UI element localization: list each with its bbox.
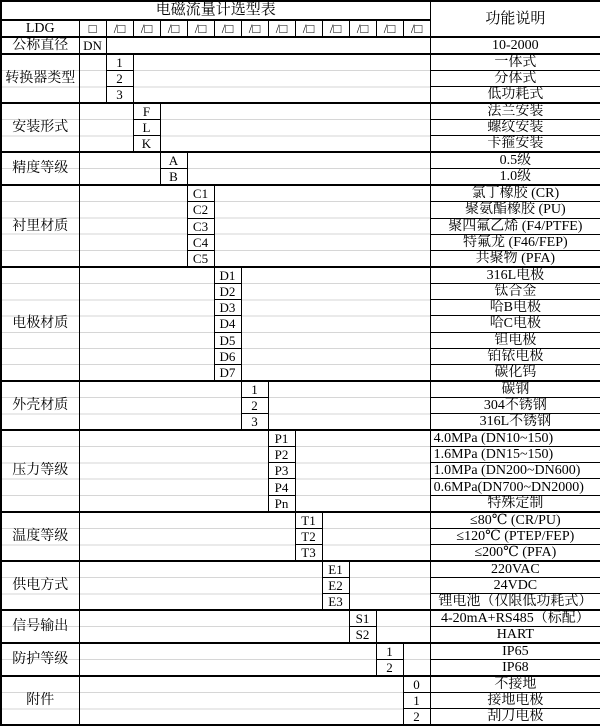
code-cell-electrode-material-D7: D7 bbox=[214, 364, 241, 381]
model-code-slot-3: /□ bbox=[133, 20, 160, 37]
desc-cell-power-supply-1: 24VDC bbox=[430, 577, 600, 593]
model-code-slot-1: □ bbox=[79, 20, 106, 37]
spacer-left-electrode-material bbox=[79, 267, 214, 381]
category-cell-accessories: 附件 bbox=[1, 676, 79, 725]
code-cell-installation-type-F: F bbox=[133, 103, 160, 120]
category-cell-accuracy-class: 精度等级 bbox=[1, 152, 79, 185]
code-cell-converter-type-2: 2 bbox=[106, 71, 133, 87]
code-cell-power-supply-E2: E2 bbox=[322, 577, 349, 593]
function-description-header: 功能说明 bbox=[430, 1, 600, 37]
spacer-left-liner-material bbox=[79, 185, 187, 267]
model-code-slot-9: /□ bbox=[295, 20, 322, 37]
desc-cell-temperature-rating-2: ≤200℃ (PFA) bbox=[430, 544, 600, 561]
desc-cell-protection-class-1: IP68 bbox=[430, 660, 600, 677]
spacer-right-protection-class bbox=[403, 643, 430, 676]
code-cell-power-supply-E3: E3 bbox=[322, 594, 349, 611]
spacer-left-installation-type bbox=[79, 103, 133, 152]
model-code-slot-4: /□ bbox=[160, 20, 187, 37]
code-cell-liner-material-C2: C2 bbox=[187, 202, 214, 218]
code-cell-converter-type-3: 3 bbox=[106, 87, 133, 104]
desc-cell-pressure-rating-0: 4.0MPa (DN10~150) bbox=[430, 430, 600, 447]
desc-cell-electrode-material-4: 钽电极 bbox=[430, 332, 600, 348]
code-cell-accuracy-class-A: A bbox=[160, 152, 187, 169]
code-cell-housing-material-3: 3 bbox=[241, 414, 268, 431]
desc-cell-accuracy-class-1: 1.0级 bbox=[430, 169, 600, 186]
desc-cell-electrode-material-6: 碳化钨 bbox=[430, 364, 600, 381]
category-cell-nominal-diameter: 公称直径 bbox=[1, 37, 79, 54]
category-cell-protection-class: 防护等级 bbox=[1, 643, 79, 676]
desc-cell-housing-material-1: 304不锈钢 bbox=[430, 397, 600, 413]
spacer-left-protection-class bbox=[79, 643, 376, 676]
desc-cell-accessories-2: 刮刀电极 bbox=[430, 709, 600, 726]
table-title: 电磁流量计选型表 bbox=[1, 1, 430, 20]
model-prefix-label: LDG bbox=[1, 20, 79, 37]
model-code-slot-13: /□ bbox=[403, 20, 430, 37]
model-code-slot-6: /□ bbox=[214, 20, 241, 37]
code-cell-pressure-rating-P4: P4 bbox=[268, 479, 295, 495]
desc-cell-power-supply-2: 锂电池（仅限低功耗式） bbox=[430, 594, 600, 611]
model-code-slot-12: /□ bbox=[376, 20, 403, 37]
code-cell-electrode-material-D3: D3 bbox=[214, 300, 241, 316]
desc-cell-power-supply-0: 220VAC bbox=[430, 561, 600, 578]
desc-cell-installation-type-1: 螺纹安装 bbox=[430, 120, 600, 136]
desc-cell-nominal-diameter-0: 10-2000 bbox=[430, 37, 600, 54]
code-cell-electrode-material-D5: D5 bbox=[214, 332, 241, 348]
code-cell-liner-material-C3: C3 bbox=[187, 218, 214, 234]
model-code-slot-11: /□ bbox=[349, 20, 376, 37]
category-cell-pressure-rating: 压力等级 bbox=[1, 430, 79, 512]
code-cell-pressure-rating-P3: P3 bbox=[268, 463, 295, 479]
desc-cell-signal-output-1: HART bbox=[430, 627, 600, 644]
desc-cell-temperature-rating-0: ≤80℃ (CR/PU) bbox=[430, 512, 600, 529]
code-cell-accessories-0: 0 bbox=[403, 676, 430, 693]
code-cell-electrode-material-D1: D1 bbox=[214, 267, 241, 284]
category-cell-electrode-material: 电极材质 bbox=[1, 267, 79, 381]
desc-cell-temperature-rating-1: ≤120℃ (PTEP/FEP) bbox=[430, 528, 600, 544]
spacer-left-accuracy-class bbox=[79, 152, 160, 185]
desc-cell-housing-material-2: 316L不锈钢 bbox=[430, 414, 600, 431]
spacer-right-power-supply bbox=[349, 561, 430, 610]
code-cell-liner-material-C1: C1 bbox=[187, 185, 214, 202]
code-cell-pressure-rating-P1: P1 bbox=[268, 430, 295, 447]
code-cell-accessories-1: 1 bbox=[403, 693, 430, 709]
desc-cell-converter-type-0: 一体式 bbox=[430, 54, 600, 71]
desc-cell-accuracy-class-0: 0.5级 bbox=[430, 152, 600, 169]
category-cell-liner-material: 衬里材质 bbox=[1, 185, 79, 267]
code-cell-installation-type-K: K bbox=[133, 136, 160, 153]
code-cell-liner-material-C4: C4 bbox=[187, 234, 214, 250]
code-cell-temperature-rating-T1: T1 bbox=[295, 512, 322, 529]
desc-cell-electrode-material-3: 哈C电极 bbox=[430, 316, 600, 332]
spacer-right-temperature-rating bbox=[322, 512, 430, 561]
spacer-left-signal-output bbox=[79, 610, 349, 643]
desc-cell-liner-material-3: 特氟龙 (F46/FEP) bbox=[430, 234, 600, 250]
category-cell-converter-type: 转换器类型 bbox=[1, 54, 79, 103]
spacer-right-pressure-rating bbox=[295, 430, 430, 512]
desc-cell-converter-type-1: 分体式 bbox=[430, 71, 600, 87]
code-cell-liner-material-C5: C5 bbox=[187, 250, 214, 267]
desc-cell-pressure-rating-4: 特殊定制 bbox=[430, 495, 600, 512]
spacer-right-installation-type bbox=[160, 103, 430, 152]
desc-cell-liner-material-2: 聚四氟乙烯 (F4/PTFE) bbox=[430, 218, 600, 234]
spacer-left-converter-type bbox=[79, 54, 106, 103]
desc-cell-electrode-material-0: 316L电极 bbox=[430, 267, 600, 284]
code-cell-nominal-diameter-DN: DN bbox=[79, 37, 106, 54]
code-cell-accessories-2: 2 bbox=[403, 709, 430, 726]
desc-cell-liner-material-4: 共聚物 (PFA) bbox=[430, 250, 600, 267]
desc-cell-protection-class-0: IP65 bbox=[430, 643, 600, 660]
desc-cell-converter-type-2: 低功耗式 bbox=[430, 87, 600, 104]
spacer-right-signal-output bbox=[376, 610, 430, 643]
spacer-right-liner-material bbox=[214, 185, 430, 267]
category-cell-installation-type: 安装形式 bbox=[1, 103, 79, 152]
spacer-left-temperature-rating bbox=[79, 512, 295, 561]
code-cell-housing-material-1: 1 bbox=[241, 381, 268, 398]
desc-cell-signal-output-0: 4-20mA+RS485（标配） bbox=[430, 610, 600, 627]
code-cell-temperature-rating-T2: T2 bbox=[295, 528, 322, 544]
model-code-slot-8: /□ bbox=[268, 20, 295, 37]
desc-cell-housing-material-0: 碳钢 bbox=[430, 381, 600, 398]
model-code-slot-10: /□ bbox=[322, 20, 349, 37]
code-cell-power-supply-E1: E1 bbox=[322, 561, 349, 578]
spacer-left-power-supply bbox=[79, 561, 322, 610]
code-cell-temperature-rating-T3: T3 bbox=[295, 544, 322, 561]
code-cell-installation-type-L: L bbox=[133, 120, 160, 136]
code-cell-electrode-material-D4: D4 bbox=[214, 316, 241, 332]
desc-cell-electrode-material-1: 钛合金 bbox=[430, 283, 600, 299]
category-cell-signal-output: 信号输出 bbox=[1, 610, 79, 643]
spacer-right-converter-type bbox=[133, 54, 430, 103]
code-cell-electrode-material-D6: D6 bbox=[214, 348, 241, 364]
desc-cell-electrode-material-5: 铂铱电极 bbox=[430, 348, 600, 364]
spacer-right-electrode-material bbox=[241, 267, 430, 381]
spacer-left-pressure-rating bbox=[79, 430, 268, 512]
desc-cell-liner-material-0: 氯丁橡胶 (CR) bbox=[430, 185, 600, 202]
desc-cell-installation-type-0: 法兰安装 bbox=[430, 103, 600, 120]
desc-cell-accessories-1: 接地电极 bbox=[430, 693, 600, 709]
spacer-left-housing-material bbox=[79, 381, 241, 430]
spacer-right-accuracy-class bbox=[187, 152, 430, 185]
code-cell-housing-material-2: 2 bbox=[241, 397, 268, 413]
spacer-right-housing-material bbox=[268, 381, 430, 430]
code-cell-signal-output-S2: S2 bbox=[349, 627, 376, 644]
model-code-slot-5: /□ bbox=[187, 20, 214, 37]
category-cell-temperature-rating: 温度等级 bbox=[1, 512, 79, 561]
desc-cell-pressure-rating-2: 1.0MPa (DN200~DN600) bbox=[430, 463, 600, 479]
desc-cell-accessories-0: 不接地 bbox=[430, 676, 600, 693]
code-cell-signal-output-S1: S1 bbox=[349, 610, 376, 627]
code-cell-pressure-rating-P2: P2 bbox=[268, 447, 295, 463]
desc-cell-installation-type-2: 卡箍安装 bbox=[430, 136, 600, 153]
category-cell-housing-material: 外壳材质 bbox=[1, 381, 79, 430]
spacer-right-nominal-diameter bbox=[106, 37, 430, 54]
code-cell-protection-class-1: 1 bbox=[376, 643, 403, 660]
code-cell-accuracy-class-B: B bbox=[160, 169, 187, 186]
code-cell-protection-class-2: 2 bbox=[376, 660, 403, 677]
model-code-slot-7: /□ bbox=[241, 20, 268, 37]
desc-cell-pressure-rating-1: 1.6MPa (DN15~150) bbox=[430, 447, 600, 463]
desc-cell-pressure-rating-3: 0.6MPa(DN700~DN2000) bbox=[430, 479, 600, 495]
spacer-left-accessories bbox=[79, 676, 403, 725]
desc-cell-electrode-material-2: 哈B电极 bbox=[430, 300, 600, 316]
model-code-slot-2: /□ bbox=[106, 20, 133, 37]
category-cell-power-supply: 供电方式 bbox=[1, 561, 79, 610]
code-cell-electrode-material-D2: D2 bbox=[214, 283, 241, 299]
code-cell-converter-type-1: 1 bbox=[106, 54, 133, 71]
code-cell-pressure-rating-Pn: Pn bbox=[268, 495, 295, 512]
desc-cell-liner-material-1: 聚氨酯橡胶 (PU) bbox=[430, 202, 600, 218]
